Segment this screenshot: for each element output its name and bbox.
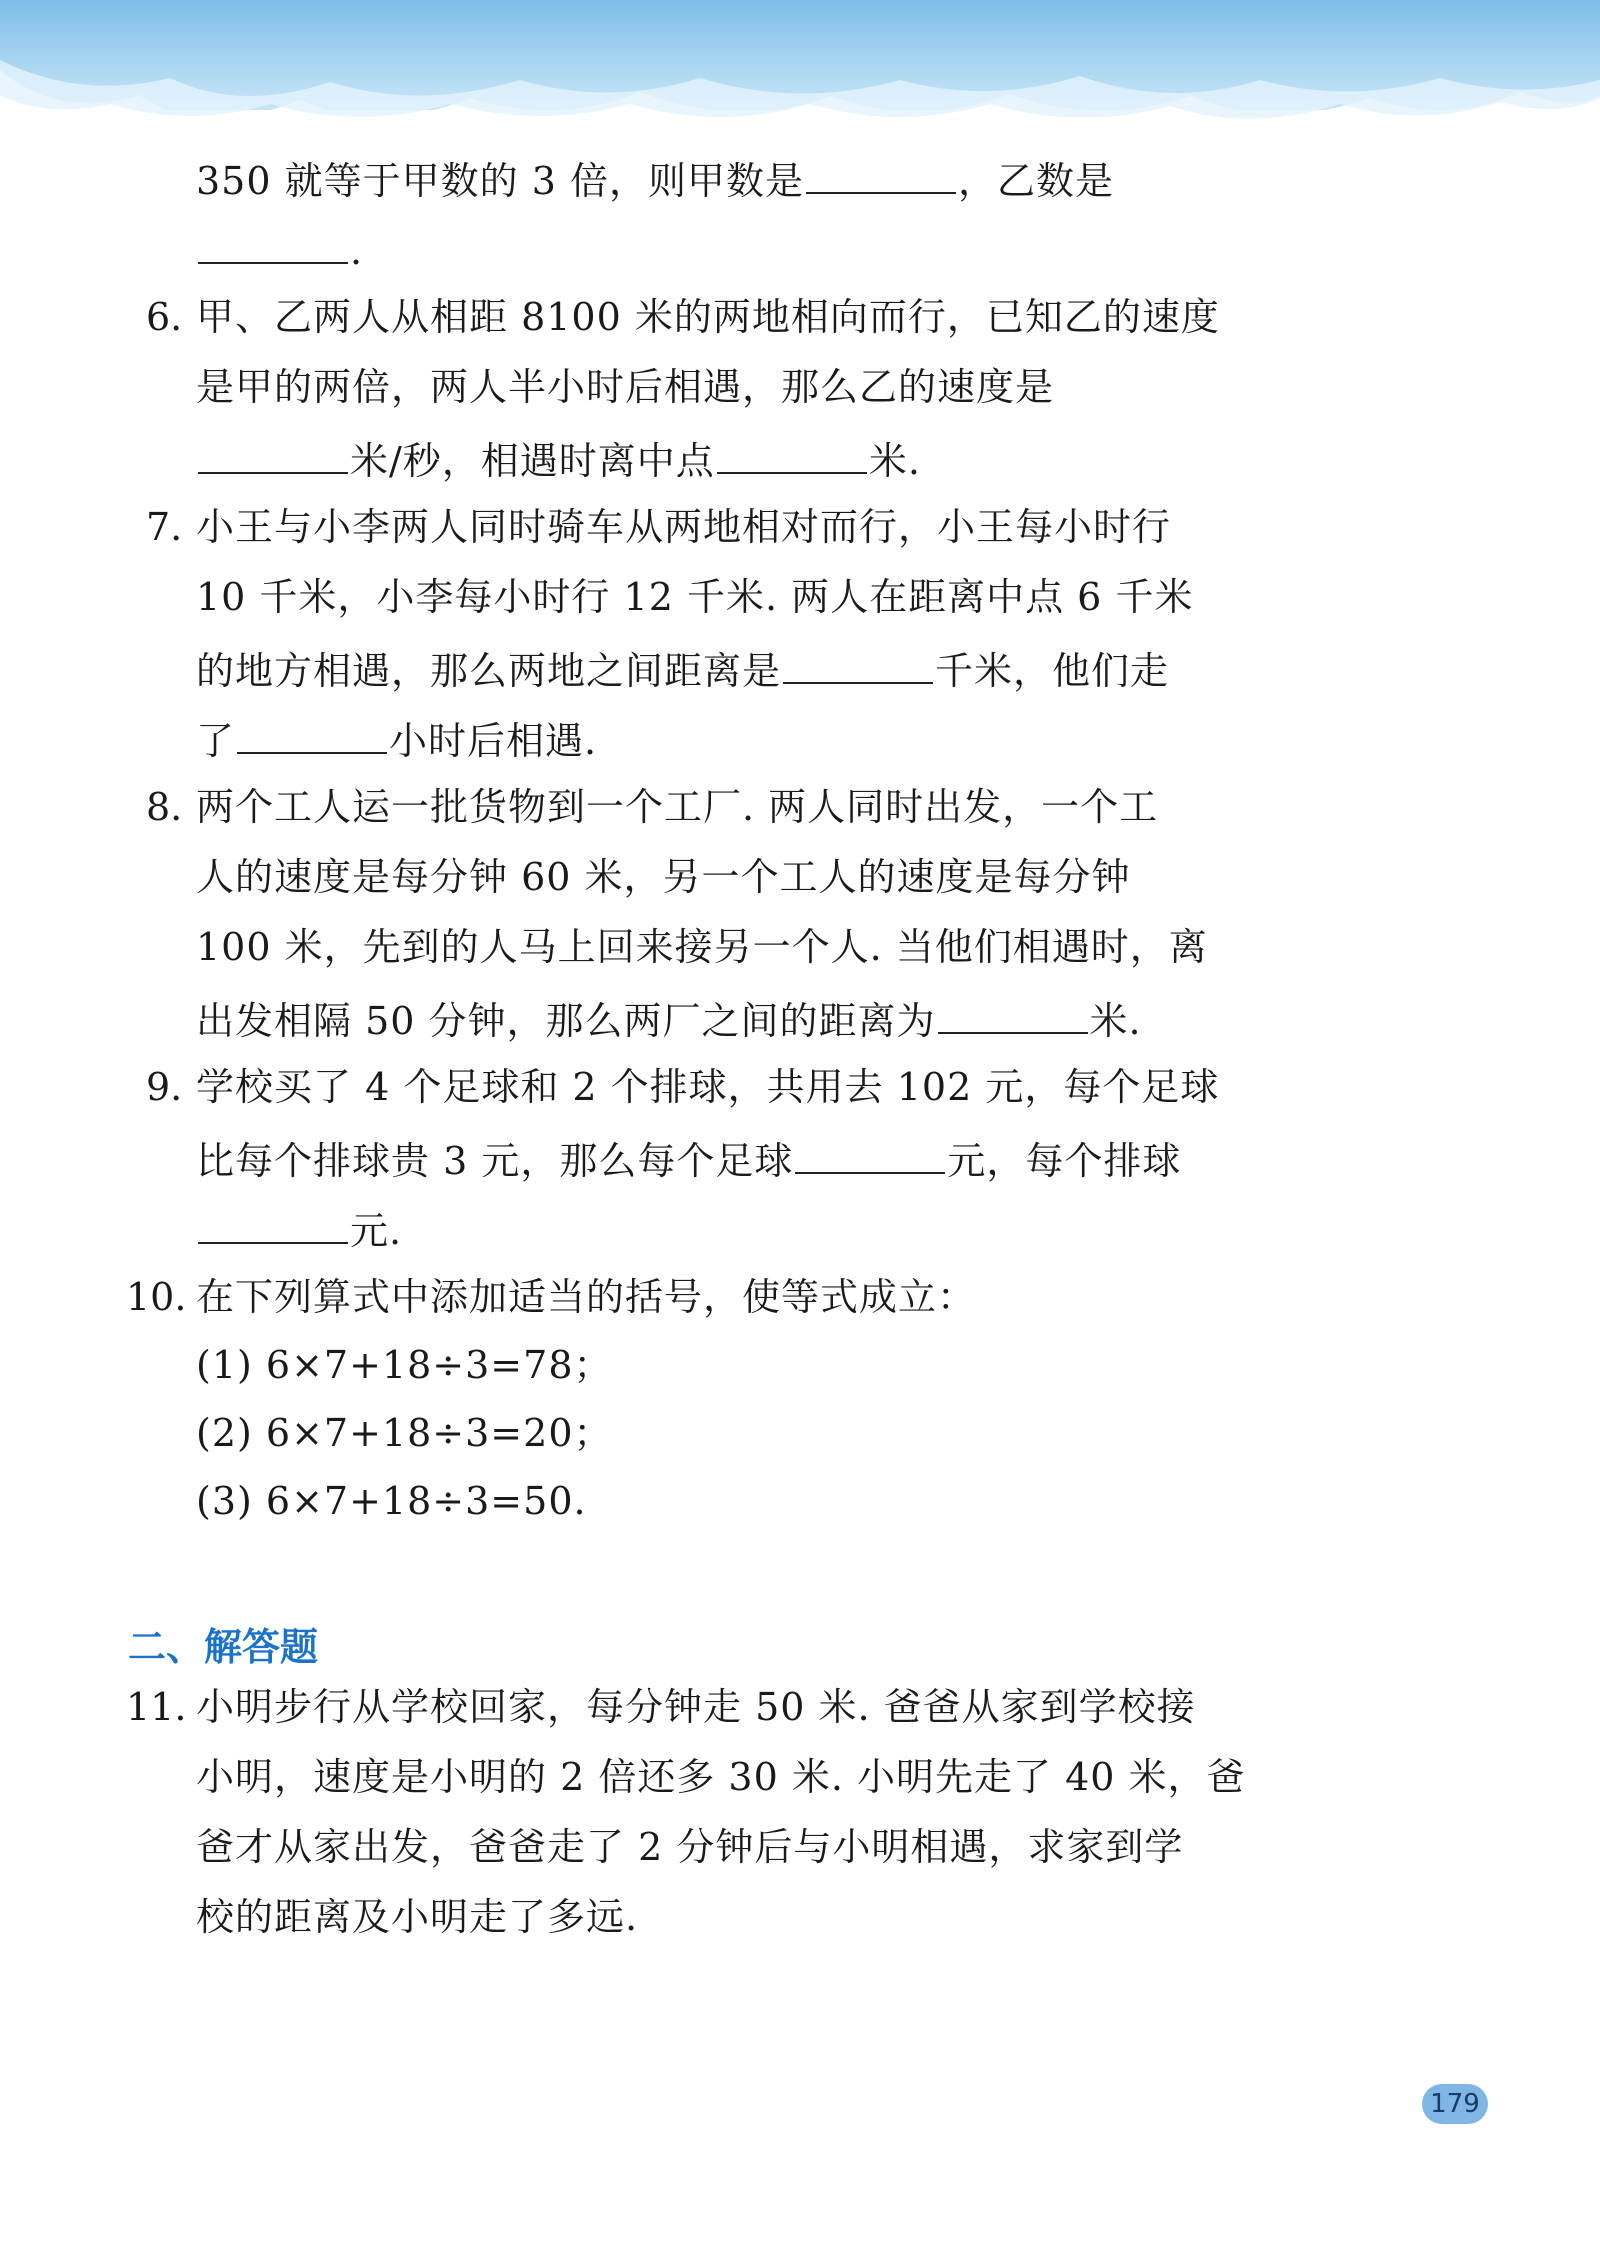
answer-blank <box>783 648 933 684</box>
q9-line-2 <box>196 1138 1182 1183</box>
q8-line-4 <box>196 998 1142 1043</box>
q8-line-3: 100 米，先到的人马上回来接另一个人. 当他们相遇时，离 <box>196 925 1208 969</box>
q10-sub-2: (2) 6×7+18÷3=20； <box>196 1411 613 1455</box>
q9-text-c: 元. <box>350 1209 403 1253</box>
answer-blank <box>237 718 387 754</box>
q7-line-3 <box>196 648 1170 693</box>
q10-line-1: 在下列算式中添加适当的括号，使等式成立： <box>196 1275 977 1319</box>
q7-text-b: 千米，他们走 <box>935 649 1170 693</box>
q9-text-a: 比每个排球贵 3 元，那么每个足球 <box>196 1139 794 1183</box>
q5-text-b: ，乙数是 <box>957 159 1114 203</box>
q8-line-2: 人的速度是每分钟 60 米，另一个工人的速度是每分钟 <box>196 855 1131 899</box>
q8-text-b: 米. <box>1089 999 1142 1043</box>
q7-text-a: 的地方相遇，那么两地之间距离是 <box>196 649 782 693</box>
question-number: 10. <box>126 1275 187 1319</box>
q10-sub-3: (3) 6×7+18÷3=50. <box>196 1479 587 1523</box>
sky-cloud-header <box>0 0 1600 170</box>
section-title: 二、解答题 <box>128 1625 319 1669</box>
q7-line-2: 10 千米，小李每小时行 12 千米. 两人在距离中点 6 千米 <box>196 575 1194 619</box>
q7-line-4 <box>196 718 598 763</box>
answer-blank <box>717 438 867 474</box>
page-number-badge: 179 <box>1422 2084 1488 2124</box>
q5-text-a: 350 就等于甲数的 3 倍，则甲数是 <box>196 159 804 203</box>
q5-line-2-end: . <box>350 229 364 273</box>
q8-line-1: 两个工人运一批货物到一个工厂. 两人同时出发，一个工 <box>196 785 1159 829</box>
q10-sub-1: (1) 6×7+18÷3=78； <box>196 1343 613 1387</box>
answer-blank <box>198 438 348 474</box>
answer-blank <box>198 228 348 264</box>
q7-text-d: 小时后相遇. <box>389 719 598 763</box>
q6-line-2: 是甲的两倍，两人半小时后相遇，那么乙的速度是 <box>196 365 1055 409</box>
q9-line-3 <box>196 1208 403 1253</box>
question-number: 6. <box>146 295 183 339</box>
answer-blank <box>938 998 1088 1034</box>
q11-line-1: 小明步行从学校回家，每分钟走 50 米. 爸爸从家到学校接 <box>196 1685 1196 1729</box>
q5-line-1 <box>196 158 1114 203</box>
q11-line-3: 爸才从家出发，爸爸走了 2 分钟后与小明相遇，求家到学 <box>196 1825 1184 1869</box>
answer-blank <box>198 1208 348 1244</box>
answer-blank <box>795 1138 945 1174</box>
q11-line-4: 校的距离及小明走了多远. <box>196 1895 639 1939</box>
q6-line-1: 甲、乙两人从相距 8100 米的两地相向而行，已知乙的速度 <box>196 295 1220 339</box>
q6-text-b: 米. <box>868 439 921 483</box>
question-number: 8. <box>146 785 183 829</box>
q9-text-b: 元，每个排球 <box>947 1139 1182 1183</box>
q6-text-a: 米/秒，相遇时离中点 <box>350 439 715 483</box>
q8-text-a: 出发相隔 50 分钟，那么两厂之间的距离为 <box>196 999 936 1043</box>
q7-line-1: 小王与小李两人同时骑车从两地相对而行，小王每小时行 <box>196 505 1172 549</box>
q11-line-2: 小明，速度是小明的 2 倍还多 30 米. 小明先走了 40 米，爸 <box>196 1755 1246 1799</box>
q7-text-c: 了 <box>196 719 236 763</box>
question-number: 11. <box>126 1685 187 1729</box>
q5-line-2 <box>196 228 364 273</box>
q6-line-3 <box>196 438 921 483</box>
answer-blank <box>806 158 956 194</box>
question-number: 9. <box>146 1065 183 1109</box>
question-number: 7. <box>146 505 183 549</box>
q9-line-1: 学校买了 4 个足球和 2 个排球，共用去 102 元，每个足球 <box>196 1065 1220 1109</box>
